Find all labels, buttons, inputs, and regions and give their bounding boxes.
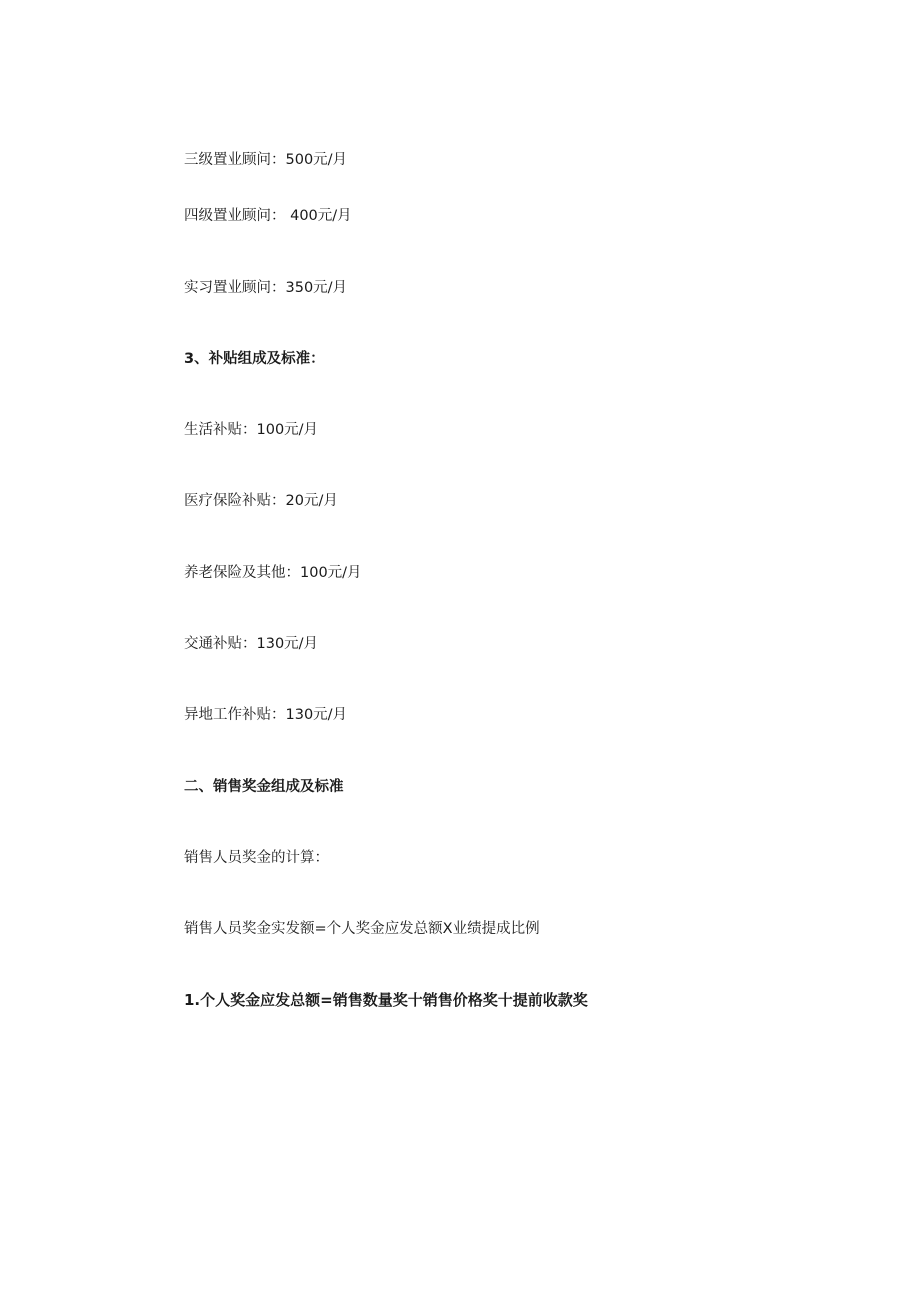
remote-work-subsidy-line: 异地工作补贴：130元/月 xyxy=(184,707,348,723)
salary-level-3-line: 三级置业顾问：500元/月 xyxy=(184,152,348,168)
subsidy-section-heading: 3、补贴组成及标准： xyxy=(184,351,325,367)
bonus-formula-line: 销售人员奖金实发额=个人奖金应发总额X业绩提成比例 xyxy=(184,921,540,937)
sales-bonus-section-heading: 二、销售奖金组成及标准 xyxy=(184,779,344,795)
transport-subsidy-line: 交通补贴：130元/月 xyxy=(184,636,319,652)
medical-insurance-subsidy-line: 医疗保险补贴：20元/月 xyxy=(184,493,338,509)
pension-insurance-line: 养老保险及其他：100元/月 xyxy=(184,565,362,581)
individual-bonus-formula-heading: 1.个人奖金应发总额=销售数量奖十销售价格奖十提前收款奖 xyxy=(184,991,588,1009)
bonus-calculation-intro: 销售人员奖金的计算： xyxy=(184,850,329,866)
living-subsidy-line: 生活补贴：100元/月 xyxy=(184,422,319,438)
salary-intern-line: 实习置业顾问：350元/月 xyxy=(184,280,348,296)
salary-level-4-line: 四级置业顾问： 400元/月 xyxy=(184,208,352,224)
